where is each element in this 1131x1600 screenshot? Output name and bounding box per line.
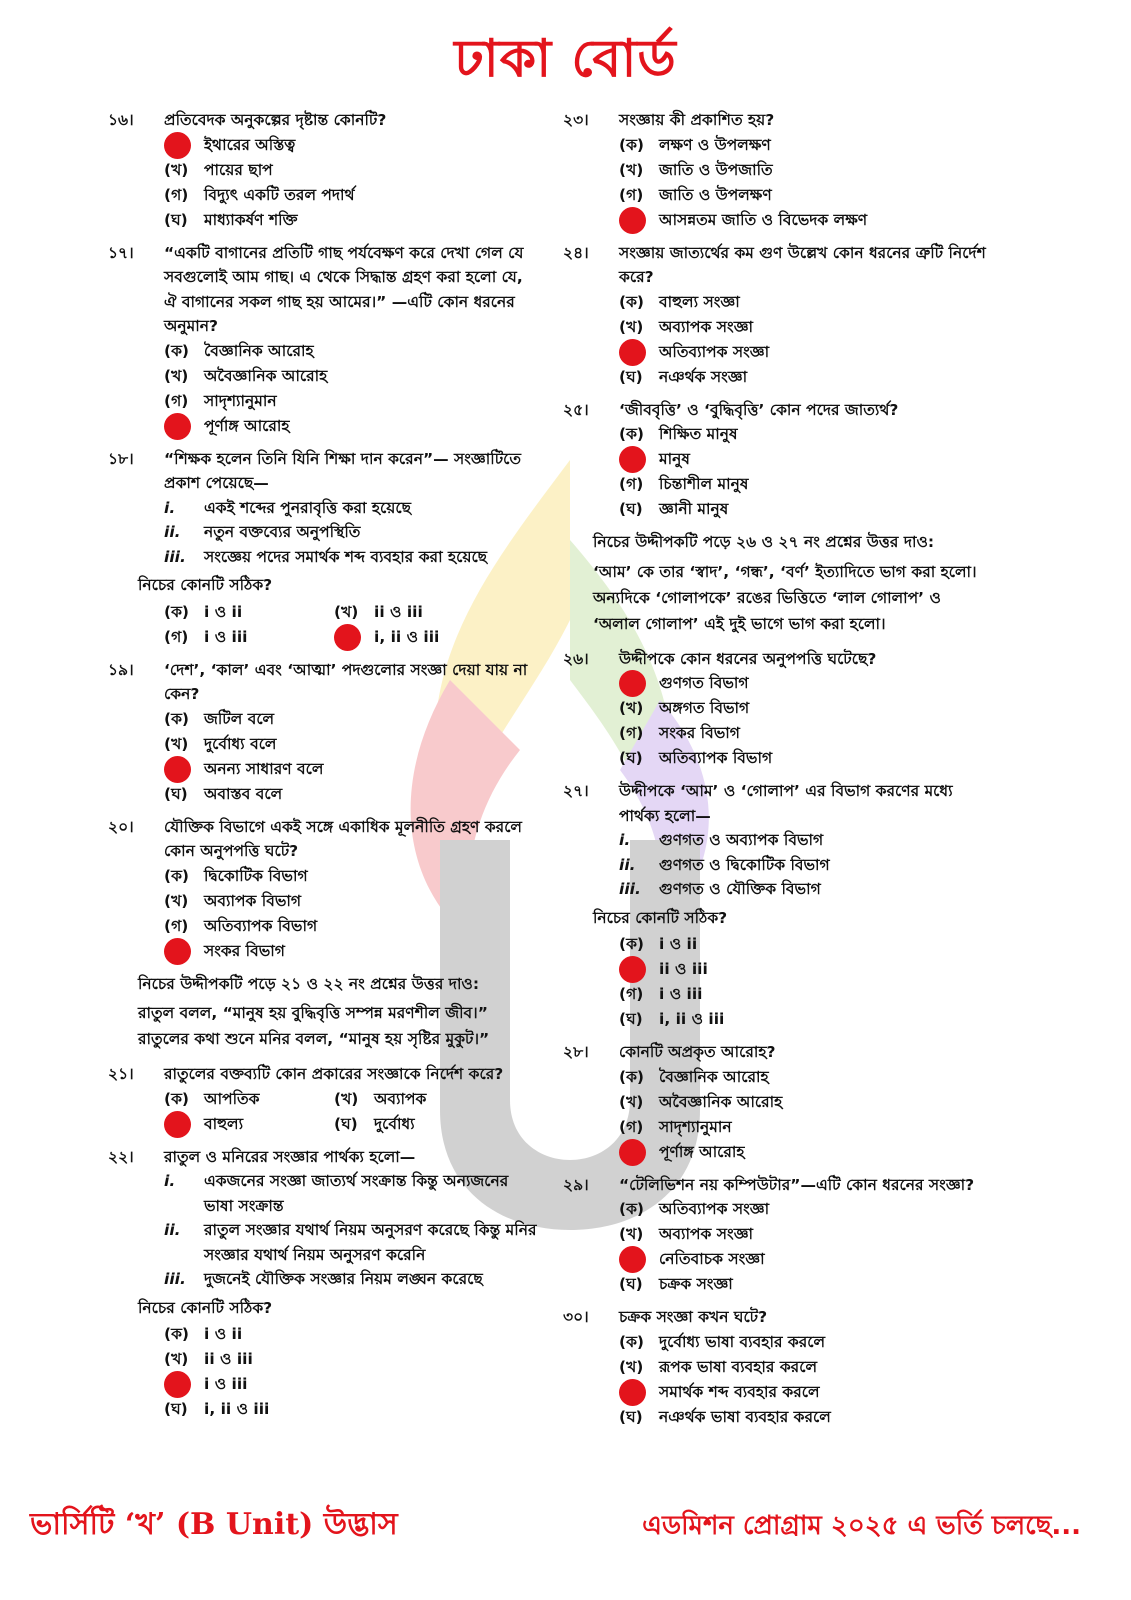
option-text: জ্ঞানী মানুষ bbox=[659, 500, 729, 519]
option-label: (ক) bbox=[164, 1089, 190, 1108]
option bbox=[619, 133, 993, 158]
option-text: নেতিবাচক সংজ্ঞা bbox=[659, 1250, 765, 1269]
option bbox=[164, 782, 538, 807]
option-text: লক্ষণ ও উপলক্ষণ bbox=[659, 135, 771, 154]
statement-numeral: iii. bbox=[164, 1270, 186, 1288]
option-text: জাতি ও উপজাতি bbox=[659, 160, 773, 179]
question-number: ২২। bbox=[108, 1147, 134, 1166]
option-text: অব্যাপক সংজ্ঞা bbox=[659, 1225, 754, 1244]
statement bbox=[164, 1267, 538, 1292]
option-label: (ঘ) bbox=[619, 749, 643, 768]
correct-answer-marker bbox=[619, 446, 646, 473]
option-text: i, ii ও iii bbox=[659, 1010, 725, 1029]
question bbox=[108, 815, 538, 964]
option bbox=[164, 183, 538, 208]
options bbox=[164, 707, 538, 807]
statement-numeral: i. bbox=[619, 831, 631, 849]
statement-text: রাতুল সংজ্ঞার যথার্থ নিয়ম অনুসরণ করেছে কিন্তু মনির সংজ্ঞার যথার্থ নিয়ম অনুসরণ করেনি bbox=[204, 1221, 537, 1264]
statement bbox=[164, 1218, 538, 1267]
option-correct bbox=[619, 1247, 993, 1272]
option bbox=[619, 472, 993, 497]
option bbox=[334, 600, 504, 625]
option-text: অতিব্যাপক বিভাগ bbox=[204, 916, 318, 935]
option-label: (গ) bbox=[619, 985, 644, 1004]
right-column bbox=[563, 108, 993, 1438]
option-label: (ঘ) bbox=[164, 1400, 188, 1419]
option bbox=[619, 422, 993, 447]
option-text: জাতি ও উপলক্ষণ bbox=[659, 185, 772, 204]
option-label: (খ) bbox=[334, 1089, 359, 1108]
correct-answer-marker bbox=[164, 132, 191, 159]
footer-unit-label: ভার্সিটি ‘খ’ (B Unit) উদ্ভাস bbox=[30, 1507, 398, 1542]
option bbox=[164, 158, 538, 183]
option-text: বাহুল্য bbox=[204, 1114, 244, 1133]
statement-text: নতুন বক্তব্যের অনুপস্থিতি bbox=[204, 523, 361, 541]
option bbox=[619, 932, 993, 957]
option-text: আসন্নতম জাতি ও বিভেদক লক্ষণ bbox=[659, 210, 868, 229]
correct-answer-marker bbox=[619, 670, 646, 697]
option bbox=[619, 1272, 993, 1297]
option-label: (ক) bbox=[619, 935, 645, 954]
option-text: পায়ের ছাপ bbox=[204, 160, 273, 179]
option-text: i ও iii bbox=[204, 1375, 248, 1394]
option-label: (গ) bbox=[164, 627, 189, 646]
question bbox=[563, 1305, 993, 1430]
option-label: (ক) bbox=[619, 292, 645, 311]
option-text: দ্বিকোটিক বিভাগ bbox=[204, 866, 308, 885]
option bbox=[164, 1087, 334, 1112]
statement-numeral: i. bbox=[164, 1172, 176, 1190]
option-text: জটিল বলে bbox=[204, 709, 275, 728]
option-text: i ও iii bbox=[204, 627, 248, 646]
option-text: অতিব্যাপক বিভাগ bbox=[659, 749, 773, 768]
option-label: (ঘ) bbox=[164, 784, 188, 803]
correct-answer-marker bbox=[164, 1371, 191, 1398]
options bbox=[619, 932, 993, 1032]
question-text: “টেলিভিশন নয় কম্পিউটার”—এটি কোন ধরনের সংজ্ঞা? bbox=[619, 1175, 975, 1194]
question-number: ২৮। bbox=[563, 1043, 589, 1061]
option-text: দুর্বোধ্য bbox=[374, 1114, 415, 1133]
option-label: (ঘ) bbox=[619, 500, 643, 519]
option-label: (খ) bbox=[619, 699, 644, 718]
option-text: ii ও iii bbox=[374, 602, 423, 621]
option bbox=[164, 339, 538, 364]
option bbox=[164, 732, 538, 757]
option bbox=[619, 721, 993, 746]
option-text: i ও ii bbox=[204, 602, 243, 621]
option-text: দুর্বোধ্য ভাষা ব্যবহার করলে bbox=[659, 1332, 826, 1351]
option-text: সাদৃশ্যানুমান bbox=[204, 391, 277, 410]
option-label: (খ) bbox=[619, 1225, 644, 1244]
question bbox=[563, 1173, 993, 1298]
option-text: দুর্বোধ্য বলে bbox=[204, 734, 277, 753]
option-text: গুণগত বিভাগ bbox=[659, 674, 749, 693]
option-text: শিক্ষিত মানুষ bbox=[659, 425, 738, 444]
option-text: অবাস্তব বলে bbox=[204, 784, 283, 803]
option-correct bbox=[164, 939, 538, 964]
option-label: (ক) bbox=[164, 1325, 190, 1344]
option-label: (খ) bbox=[164, 366, 189, 385]
option-label: (খ) bbox=[619, 1357, 644, 1376]
passage-text: রাতুল বলল, “মানুষ হয় বুদ্ধিবৃত্তি সম্পন্ন মরণশীল জীব।” রাতুলের কথা শুনে মনির বলল, “মানুষ হয় সৃষ্টির মুকুট।” bbox=[138, 1004, 490, 1048]
option bbox=[619, 696, 993, 721]
question-body bbox=[138, 1145, 538, 1423]
option bbox=[619, 365, 993, 390]
which-correct-prompt: নিচের কোনটি সঠিক? bbox=[138, 576, 273, 594]
option-text: অতিব্যাপক সংজ্ঞা bbox=[659, 1200, 770, 1219]
left-column bbox=[108, 108, 538, 1430]
correct-answer-marker bbox=[619, 207, 646, 234]
which-correct-prompt: নিচের কোনটি সঠিক? bbox=[138, 1298, 273, 1317]
option-label: (ক) bbox=[619, 1332, 645, 1351]
question bbox=[108, 108, 538, 233]
option bbox=[164, 864, 538, 889]
option-label: (ঘ) bbox=[619, 367, 643, 386]
correct-answer-marker bbox=[619, 956, 646, 983]
option-text: ii ও iii bbox=[204, 1350, 253, 1369]
question-body bbox=[619, 1040, 993, 1165]
option bbox=[619, 1007, 993, 1032]
option-label: (ঘ) bbox=[619, 1275, 643, 1294]
option-correct bbox=[164, 1372, 538, 1397]
option-text: চক্রক সংজ্ঞা bbox=[659, 1275, 733, 1294]
question-body bbox=[164, 108, 538, 233]
option-text: i ও iii bbox=[659, 985, 703, 1004]
option-label: (গ) bbox=[164, 916, 189, 935]
question-number: ১৬। bbox=[108, 111, 134, 129]
correct-answer-marker bbox=[164, 1111, 191, 1138]
correct-answer-marker bbox=[164, 938, 191, 965]
option bbox=[619, 982, 993, 1007]
options bbox=[619, 133, 993, 233]
option bbox=[619, 158, 993, 183]
question-body bbox=[164, 241, 538, 439]
option-label: (গ) bbox=[619, 475, 644, 494]
option-label: (ক) bbox=[164, 341, 190, 360]
option-text: অঙ্গগত বিভাগ bbox=[659, 699, 750, 718]
option-text: অব্যাপক সংজ্ঞা bbox=[659, 317, 754, 336]
option bbox=[619, 1222, 993, 1247]
question-number: ৩০। bbox=[563, 1308, 589, 1326]
option-correct bbox=[164, 757, 538, 782]
option-label: (খ) bbox=[619, 1092, 644, 1111]
question-text: প্রতিবেদক অনুকল্পের দৃষ্টান্ত কোনটি? bbox=[164, 111, 387, 129]
question-text: উদ্দীপকে কোন ধরনের অনুপপত্তি ঘটেছে? bbox=[619, 649, 877, 668]
correct-answer-marker bbox=[619, 1379, 646, 1406]
option bbox=[619, 290, 993, 315]
board-title: ঢাকা বোর্ড bbox=[454, 29, 677, 89]
question-text: কোনটি অপ্রকৃত আরোহ? bbox=[619, 1043, 776, 1061]
option-label: (খ) bbox=[164, 160, 189, 179]
question-number: ১৯। bbox=[108, 660, 134, 679]
option bbox=[334, 1112, 504, 1137]
question-body bbox=[619, 398, 993, 523]
question-text: “একটি বাগানের প্রতিটি গাছ পর্যবেক্ষণ করে দেখা গেল যে সবগুলোই আম গাছ। এ থেকে সিদ্ধান্ত গ্রহণ করা হলো যে, ঐ বাগানের সকল গাছ হয় আমের।” —এটি কোন ধরনের অনুমান? bbox=[164, 243, 524, 335]
question-text: ‘জীববৃত্তি’ ও ‘বুদ্ধিবৃত্তি’ কোন পদের জাত্যর্থ? bbox=[619, 400, 899, 419]
statement bbox=[164, 496, 538, 521]
question-text: “শিক্ষক হলেন তিনি যিনি শিক্ষা দান করেন”— সংজ্ঞাটিতে প্রকাশ পেয়েছে— bbox=[164, 449, 522, 492]
option-text: নঞর্থক ভাষা ব্যবহার করলে bbox=[659, 1407, 831, 1426]
option-text: i, ii ও iii bbox=[204, 1400, 270, 1419]
option-correct bbox=[619, 447, 993, 472]
question bbox=[108, 658, 538, 807]
question bbox=[108, 241, 538, 439]
question-body bbox=[164, 815, 538, 964]
statement-numeral: ii. bbox=[619, 855, 636, 874]
options bbox=[164, 1087, 538, 1137]
option-text: সমার্থক শব্দ ব্যবহার করলে bbox=[659, 1382, 820, 1401]
option-label: (ক) bbox=[619, 1067, 645, 1086]
option bbox=[619, 1090, 993, 1115]
option-label: (খ) bbox=[619, 160, 644, 179]
option-label: (ক) bbox=[619, 1200, 645, 1219]
statement-text: একজনের সংজ্ঞা জাত্যর্থ সংক্রান্ত কিন্তু অন্যজনের ভাষা সংক্রান্ত bbox=[204, 1172, 509, 1215]
option-text: বৈজ্ঞানিক আরোহ bbox=[659, 1067, 769, 1086]
option-text: অতিব্যাপক সংজ্ঞা bbox=[659, 342, 770, 361]
option-correct bbox=[619, 957, 993, 982]
footer-admission-label: এডমিশন প্রোগ্রাম ২০২৫ এ ভর্তি চলছে... bbox=[642, 1511, 1081, 1541]
option-text: অবৈজ্ঞানিক আরোহ bbox=[204, 366, 328, 385]
option-text: অনন্য সাধারণ বলে bbox=[204, 759, 324, 778]
question-body bbox=[619, 241, 993, 390]
correct-answer-marker bbox=[619, 1139, 646, 1166]
question-number: ২৭। bbox=[563, 782, 589, 800]
statement bbox=[164, 545, 538, 570]
option-text: পূর্ণাঙ্গ আরোহ bbox=[204, 416, 290, 435]
statement bbox=[619, 828, 993, 853]
option-text: বাহুল্য সংজ্ঞা bbox=[659, 292, 740, 311]
question-text: রাতুল ও মনিরের সংজ্ঞার পার্থক্য হলো— bbox=[164, 1147, 416, 1166]
passage-intro: নিচের উদ্দীপকটি পড়ে ২১ ও ২২ নং প্রশ্নের উত্তর দাও: bbox=[138, 974, 480, 993]
option bbox=[164, 914, 538, 939]
option-label: (ক) bbox=[164, 866, 190, 885]
option bbox=[164, 364, 538, 389]
correct-answer-marker bbox=[164, 413, 191, 440]
option bbox=[164, 707, 538, 732]
question-text: সংজ্ঞায় কী প্রকাশিত হয়? bbox=[619, 111, 775, 129]
option-label: (ঘ) bbox=[334, 1114, 358, 1133]
option-text: সাদৃশ্যানুমান bbox=[659, 1117, 732, 1136]
question-body bbox=[619, 647, 993, 772]
option-text: পূর্ণাঙ্গ আরোহ bbox=[659, 1142, 745, 1161]
options bbox=[164, 339, 538, 439]
question-text: উদ্দীপকে ‘আম’ ও ‘গোলাপ’ এর বিভাগ করণের মধ্যে পার্থক্য হলো— bbox=[619, 782, 953, 825]
option bbox=[164, 625, 334, 650]
option-label: (খ) bbox=[164, 891, 189, 910]
option-text: i ও ii bbox=[204, 1325, 243, 1344]
option-label: (ক) bbox=[619, 425, 645, 444]
option-correct bbox=[164, 133, 538, 158]
question bbox=[563, 779, 993, 1032]
question-number: ২৩। bbox=[563, 111, 589, 129]
option-text: চিন্তাশীল মানুষ bbox=[659, 475, 749, 494]
option-text: অব্যাপক bbox=[374, 1089, 427, 1108]
option-label: (খ) bbox=[334, 602, 359, 621]
options bbox=[164, 1322, 538, 1422]
question bbox=[563, 647, 993, 772]
option-text: অব্যাপক বিভাগ bbox=[204, 891, 302, 910]
options bbox=[164, 600, 538, 650]
option-text: i ও ii bbox=[659, 935, 698, 954]
statement-text: সংজ্ঞেয় পদের সমার্থক শব্দ ব্যবহার করা হয়েছে bbox=[204, 547, 488, 566]
statement-text: একই শব্দের পুনরাবৃত্তি করা হয়েছে bbox=[204, 498, 412, 517]
option-correct bbox=[164, 414, 538, 439]
question bbox=[563, 398, 993, 523]
option-text: i, ii ও iii bbox=[374, 627, 440, 646]
statement-text: গুণগত ও দ্বিকোটিক বিভাগ bbox=[659, 855, 830, 874]
statement bbox=[619, 877, 993, 902]
option-text: বিদ্যুৎ একটি তরল পদার্থ bbox=[204, 185, 355, 204]
question bbox=[563, 1040, 993, 1165]
question-text: চক্রক সংজ্ঞা কখন ঘটে? bbox=[619, 1308, 768, 1326]
option bbox=[164, 208, 538, 233]
question-body bbox=[593, 779, 993, 1032]
option bbox=[164, 1397, 538, 1422]
option-correct bbox=[334, 625, 504, 650]
question-number: ২৬। bbox=[563, 649, 589, 668]
option-label: (ক) bbox=[619, 135, 645, 154]
question bbox=[563, 241, 993, 390]
option-label: (ঘ) bbox=[619, 1010, 643, 1029]
option-text: সংকর বিভাগ bbox=[659, 724, 740, 743]
correct-answer-marker bbox=[619, 339, 646, 366]
question-body bbox=[619, 108, 993, 233]
question bbox=[108, 447, 538, 650]
option bbox=[619, 1330, 993, 1355]
option-text: আপতিক bbox=[204, 1089, 260, 1108]
option bbox=[164, 389, 538, 414]
option-label: (গ) bbox=[619, 724, 644, 743]
statement bbox=[164, 1169, 538, 1218]
options bbox=[619, 671, 993, 771]
option-label: (ঘ) bbox=[619, 1407, 643, 1426]
question-number: ২৪। bbox=[563, 243, 589, 262]
options bbox=[164, 864, 538, 964]
question-number: ২৫। bbox=[563, 400, 589, 419]
options bbox=[619, 1330, 993, 1430]
option-label: (ঘ) bbox=[164, 210, 188, 229]
option bbox=[164, 1347, 538, 1372]
option bbox=[619, 1355, 993, 1380]
question-body bbox=[619, 1173, 993, 1298]
question bbox=[108, 1145, 538, 1423]
option-label: (ক) bbox=[164, 602, 190, 621]
statement-text: গুণগত ও যৌক্তিক বিভাগ bbox=[659, 880, 821, 898]
option bbox=[619, 1065, 993, 1090]
option bbox=[334, 1087, 504, 1112]
statement-numeral: iii. bbox=[164, 547, 186, 566]
option bbox=[164, 1322, 538, 1347]
question-body bbox=[164, 658, 538, 807]
option-label: (গ) bbox=[164, 391, 189, 410]
options bbox=[164, 133, 538, 233]
which-correct-prompt: নিচের কোনটি সঠিক? bbox=[593, 908, 728, 927]
statement-numeral: iii. bbox=[619, 880, 641, 898]
option-text: ii ও iii bbox=[659, 960, 708, 979]
question-number: ২০। bbox=[108, 817, 134, 836]
question-number: ১৭। bbox=[108, 243, 134, 262]
option-label: (গ) bbox=[164, 185, 189, 204]
passage-text: ‘আম’ কে তার ‘স্বাদ’, ‘গন্ধ’, ‘বর্ণ’ ইত্যাদিতে ভাগ করা হলো। অন্যদিকে ‘গোলাপকে’ রঙের ভিত্তিতে ‘লাল গোলাপ’ ও ‘অলাল গোলাপ’ এই দুই ভাগে ভাগ করা হলো। bbox=[593, 562, 977, 633]
question-number: ২৯। bbox=[563, 1175, 589, 1194]
statement-text: গুণগত ও অব্যাপক বিভাগ bbox=[659, 831, 824, 849]
option bbox=[619, 1197, 993, 1222]
option bbox=[619, 746, 993, 771]
passage-intro: নিচের উদ্দীপকটি পড়ে ২৬ ও ২৭ নং প্রশ্নের উত্তর দাও: bbox=[593, 533, 935, 551]
option bbox=[619, 183, 993, 208]
question bbox=[563, 108, 993, 233]
option-text: ইথারের অস্তিত্ব bbox=[204, 135, 296, 154]
option-label: (খ) bbox=[164, 734, 189, 753]
option-label: (গ) bbox=[619, 1117, 644, 1136]
option bbox=[619, 315, 993, 340]
options bbox=[619, 1197, 993, 1297]
statement-text: দুজনেই যৌক্তিক সংজ্ঞার নিয়ম লঙ্ঘন করেছে bbox=[204, 1270, 483, 1288]
option-text: রূপক ভাষা ব্যবহার করলে bbox=[659, 1357, 817, 1376]
option-text: অবৈজ্ঞানিক আরোহ bbox=[659, 1092, 783, 1111]
option-correct bbox=[619, 1140, 993, 1165]
statement-numeral: ii. bbox=[164, 1221, 181, 1239]
question-body bbox=[619, 1305, 993, 1430]
question-text: সংজ্ঞায় জাত্যর্থের কম গুণ উল্লেখ কোন ধরনের ত্রুটি নির্দেশ করে? bbox=[619, 243, 986, 286]
options bbox=[619, 290, 993, 390]
question-body bbox=[138, 447, 538, 650]
option-correct bbox=[619, 208, 993, 233]
option-label: (ক) bbox=[164, 709, 190, 728]
option-correct bbox=[619, 671, 993, 696]
option-text: মাধ্যাকর্ষণ শক্তি bbox=[204, 210, 298, 229]
option bbox=[619, 1115, 993, 1140]
question-body bbox=[164, 1062, 538, 1137]
option bbox=[619, 1405, 993, 1430]
correct-answer-marker bbox=[164, 756, 191, 783]
options bbox=[619, 422, 993, 522]
statement-numeral: i. bbox=[164, 498, 176, 517]
options bbox=[619, 1065, 993, 1165]
option-label: (খ) bbox=[619, 317, 644, 336]
statement-numeral: ii. bbox=[164, 523, 181, 541]
option bbox=[164, 600, 334, 625]
correct-answer-marker bbox=[619, 1246, 646, 1273]
option-label: (গ) bbox=[619, 185, 644, 204]
option-correct bbox=[619, 1380, 993, 1405]
option bbox=[164, 889, 538, 914]
correct-answer-marker bbox=[334, 624, 361, 651]
option-text: বৈজ্ঞানিক আরোহ bbox=[204, 341, 314, 360]
question-text: যৌক্তিক বিভাগে একই সঙ্গে একাধিক মূলনীতি গ্রহণ করলে কোন অনুপপত্তি ঘটে? bbox=[164, 817, 522, 860]
option-text: মানুষ bbox=[659, 450, 690, 469]
question-number: ২১। bbox=[108, 1065, 134, 1083]
question bbox=[108, 1062, 538, 1137]
option-text: নঞর্থক সংজ্ঞা bbox=[659, 367, 748, 386]
question-text: ‘দেশ’, ‘কাল’ এবং ‘আত্মা’ পদগুলোর সংজ্ঞা দেয়া যায় না কেন? bbox=[164, 660, 528, 703]
option-correct bbox=[619, 340, 993, 365]
statement bbox=[619, 853, 993, 878]
statement bbox=[164, 520, 538, 545]
option-label: (খ) bbox=[164, 1350, 189, 1369]
question-text: রাতুলের বক্তব্যটি কোন প্রকারের সংজ্ঞাকে নির্দেশ করে? bbox=[164, 1065, 504, 1083]
option-text: সংকর বিভাগ bbox=[204, 941, 285, 960]
option bbox=[619, 497, 993, 522]
option-correct bbox=[164, 1112, 334, 1137]
question-number: ১৮। bbox=[108, 449, 134, 468]
